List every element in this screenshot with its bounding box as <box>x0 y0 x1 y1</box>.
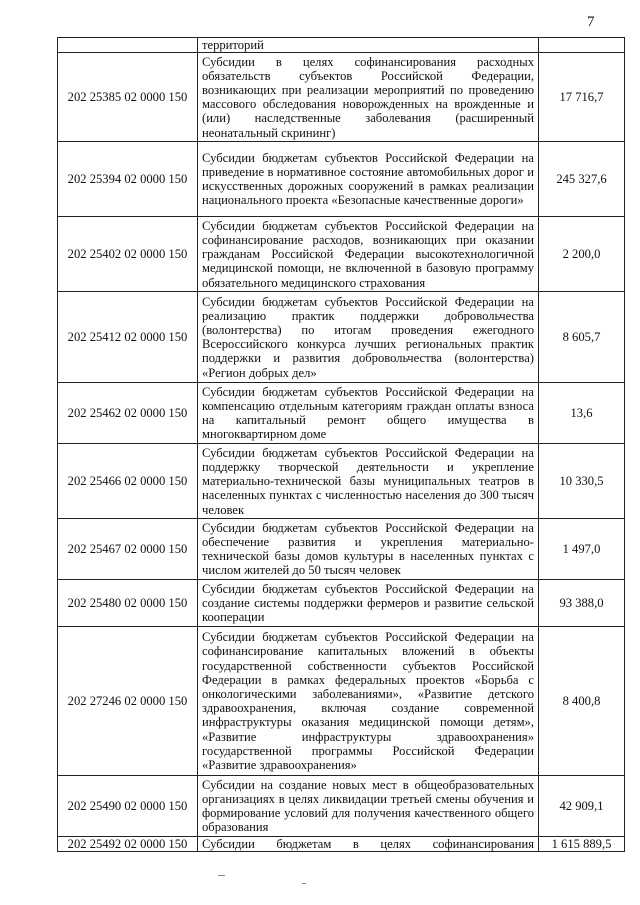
table-row <box>58 837 625 852</box>
budget-code-cell: 202 25412 02 0000 150 <box>58 292 198 383</box>
description-cell: территорий <box>198 38 539 53</box>
description-cell: Субсидии бюджетам субъектов Российской Федерации на реализацию практик поддержки добровольчества (волонтерства) по итогам проведения ежегодного Всероссийского конкурса лучших региональных практик поддержки и развития добровольчества (волонтерства) «Регион добрых дел» <box>198 292 539 383</box>
amount-cell: 2 200,0 <box>539 217 625 292</box>
description-cell: Субсидии бюджетам субъектов Российской Федерации на создание системы поддержки фермеров и развитие сельской кооперации <box>198 580 539 627</box>
amount-cell: 42 909,1 <box>539 776 625 837</box>
amount-cell: 1 497,0 <box>539 519 625 580</box>
scan-mark <box>302 883 306 884</box>
budget-code-cell: 202 25492 02 0000 150 <box>58 837 198 852</box>
amount-cell: 245 327,6 <box>539 142 625 217</box>
amount-cell: 1 615 889,5 <box>539 837 625 852</box>
amount-cell: 8 400,8 <box>539 627 625 776</box>
description-cell: Субсидии в целях софинансирования расходных обязательств субъектов Российской Федерации, возникающих при реализации мероприятий по проведению массового обследования новорожденных на врожденные и (или) наследственные заболевания (расширенный неонатальный скрининг) <box>198 53 539 142</box>
amount-cell <box>539 38 625 53</box>
amount-cell: 17 716,7 <box>539 53 625 142</box>
table-row <box>58 776 625 837</box>
budget-code-cell: 202 25394 02 0000 150 <box>58 142 198 217</box>
budget-code-cell: 202 25490 02 0000 150 <box>58 776 198 837</box>
budget-code-cell: 202 25480 02 0000 150 <box>58 580 198 627</box>
budget-code-cell: 202 25466 02 0000 150 <box>58 444 198 519</box>
description-cell: Субсидии бюджетам субъектов Российской Федерации на обеспечение развития и укрепления материально-технической базы домов культуры в населенных пунктах с числом жителей до 50 тысяч человек <box>198 519 539 580</box>
table-row <box>58 519 625 580</box>
table-row <box>58 627 625 776</box>
description-cell: Субсидии бюджетам субъектов Российской Федерации на приведение в нормативное состояние автомобильных дорог и искусственных дорожных сооружений в рамках реализации национального проекта «Безопасные качественные дороги» <box>198 142 539 217</box>
table-row <box>58 53 625 142</box>
description-cell: Субсидии бюджетам субъектов Российской Федерации на софинансирование капитальных вложений в объекты государственной собственности субъектов Российской Федерации в рамках федеральных проектов «Борьба с онкологическими заболеваниями», «Развитие детского здравоохранения, включая создание современной инфраструктуры оказания медицинской помощи детям», «Развитие инфраструктуры здравоохранения» государственной программы Российской Федерации «Развитие здравоохранения» <box>198 627 539 776</box>
table-row <box>58 383 625 444</box>
table-row <box>58 580 625 627</box>
budget-code-cell: 202 27246 02 0000 150 <box>58 627 198 776</box>
table-row <box>58 38 625 53</box>
table-row <box>58 142 625 217</box>
description-cell: Субсидии бюджетам субъектов Российской Федерации на софинансирование расходов, возникающих при оказании гражданам Российской Федерации высокотехнологичной медицинской помощи, не включенной в базовую программу обязательного медицинского страхования <box>198 217 539 292</box>
amount-cell: 93 388,0 <box>539 580 625 627</box>
budget-code-cell: 202 25467 02 0000 150 <box>58 519 198 580</box>
amount-cell: 8 605,7 <box>539 292 625 383</box>
budget-table <box>57 37 625 852</box>
budget-code-cell: 202 25462 02 0000 150 <box>58 383 198 444</box>
scan-marks <box>0 865 640 905</box>
amount-cell: 10 330,5 <box>539 444 625 519</box>
description-cell: Субсидии бюджетам субъектов Российской Федерации на поддержку творческой деятельности и укрепление материально-технической базы муниципальных театров в населенных пунктах с численностью населения до 300 тысяч человек <box>198 444 539 519</box>
budget-code-cell: 202 25385 02 0000 150 <box>58 53 198 142</box>
page-number: 7 <box>587 14 595 30</box>
description-cell: Субсидии на создание новых мест в общеобразовательных организациях в целях ликвидации третьей смены обучения и формирование условий для получения качественного общего образования <box>198 776 539 837</box>
budget-code-cell: 202 25402 02 0000 150 <box>58 217 198 292</box>
scan-mark <box>218 875 225 876</box>
description-cell: Субсидии бюджетам в целях софинансирования <box>198 837 539 852</box>
table-row <box>58 217 625 292</box>
amount-cell: 13,6 <box>539 383 625 444</box>
table-row <box>58 444 625 519</box>
description-cell: Субсидии бюджетам субъектов Российской Федерации на компенсацию отдельным категориям граждан оплаты взноса на капитальный ремонт общего имущества в многоквартирном доме <box>198 383 539 444</box>
table-row <box>58 292 625 383</box>
budget-code-cell <box>58 38 198 53</box>
